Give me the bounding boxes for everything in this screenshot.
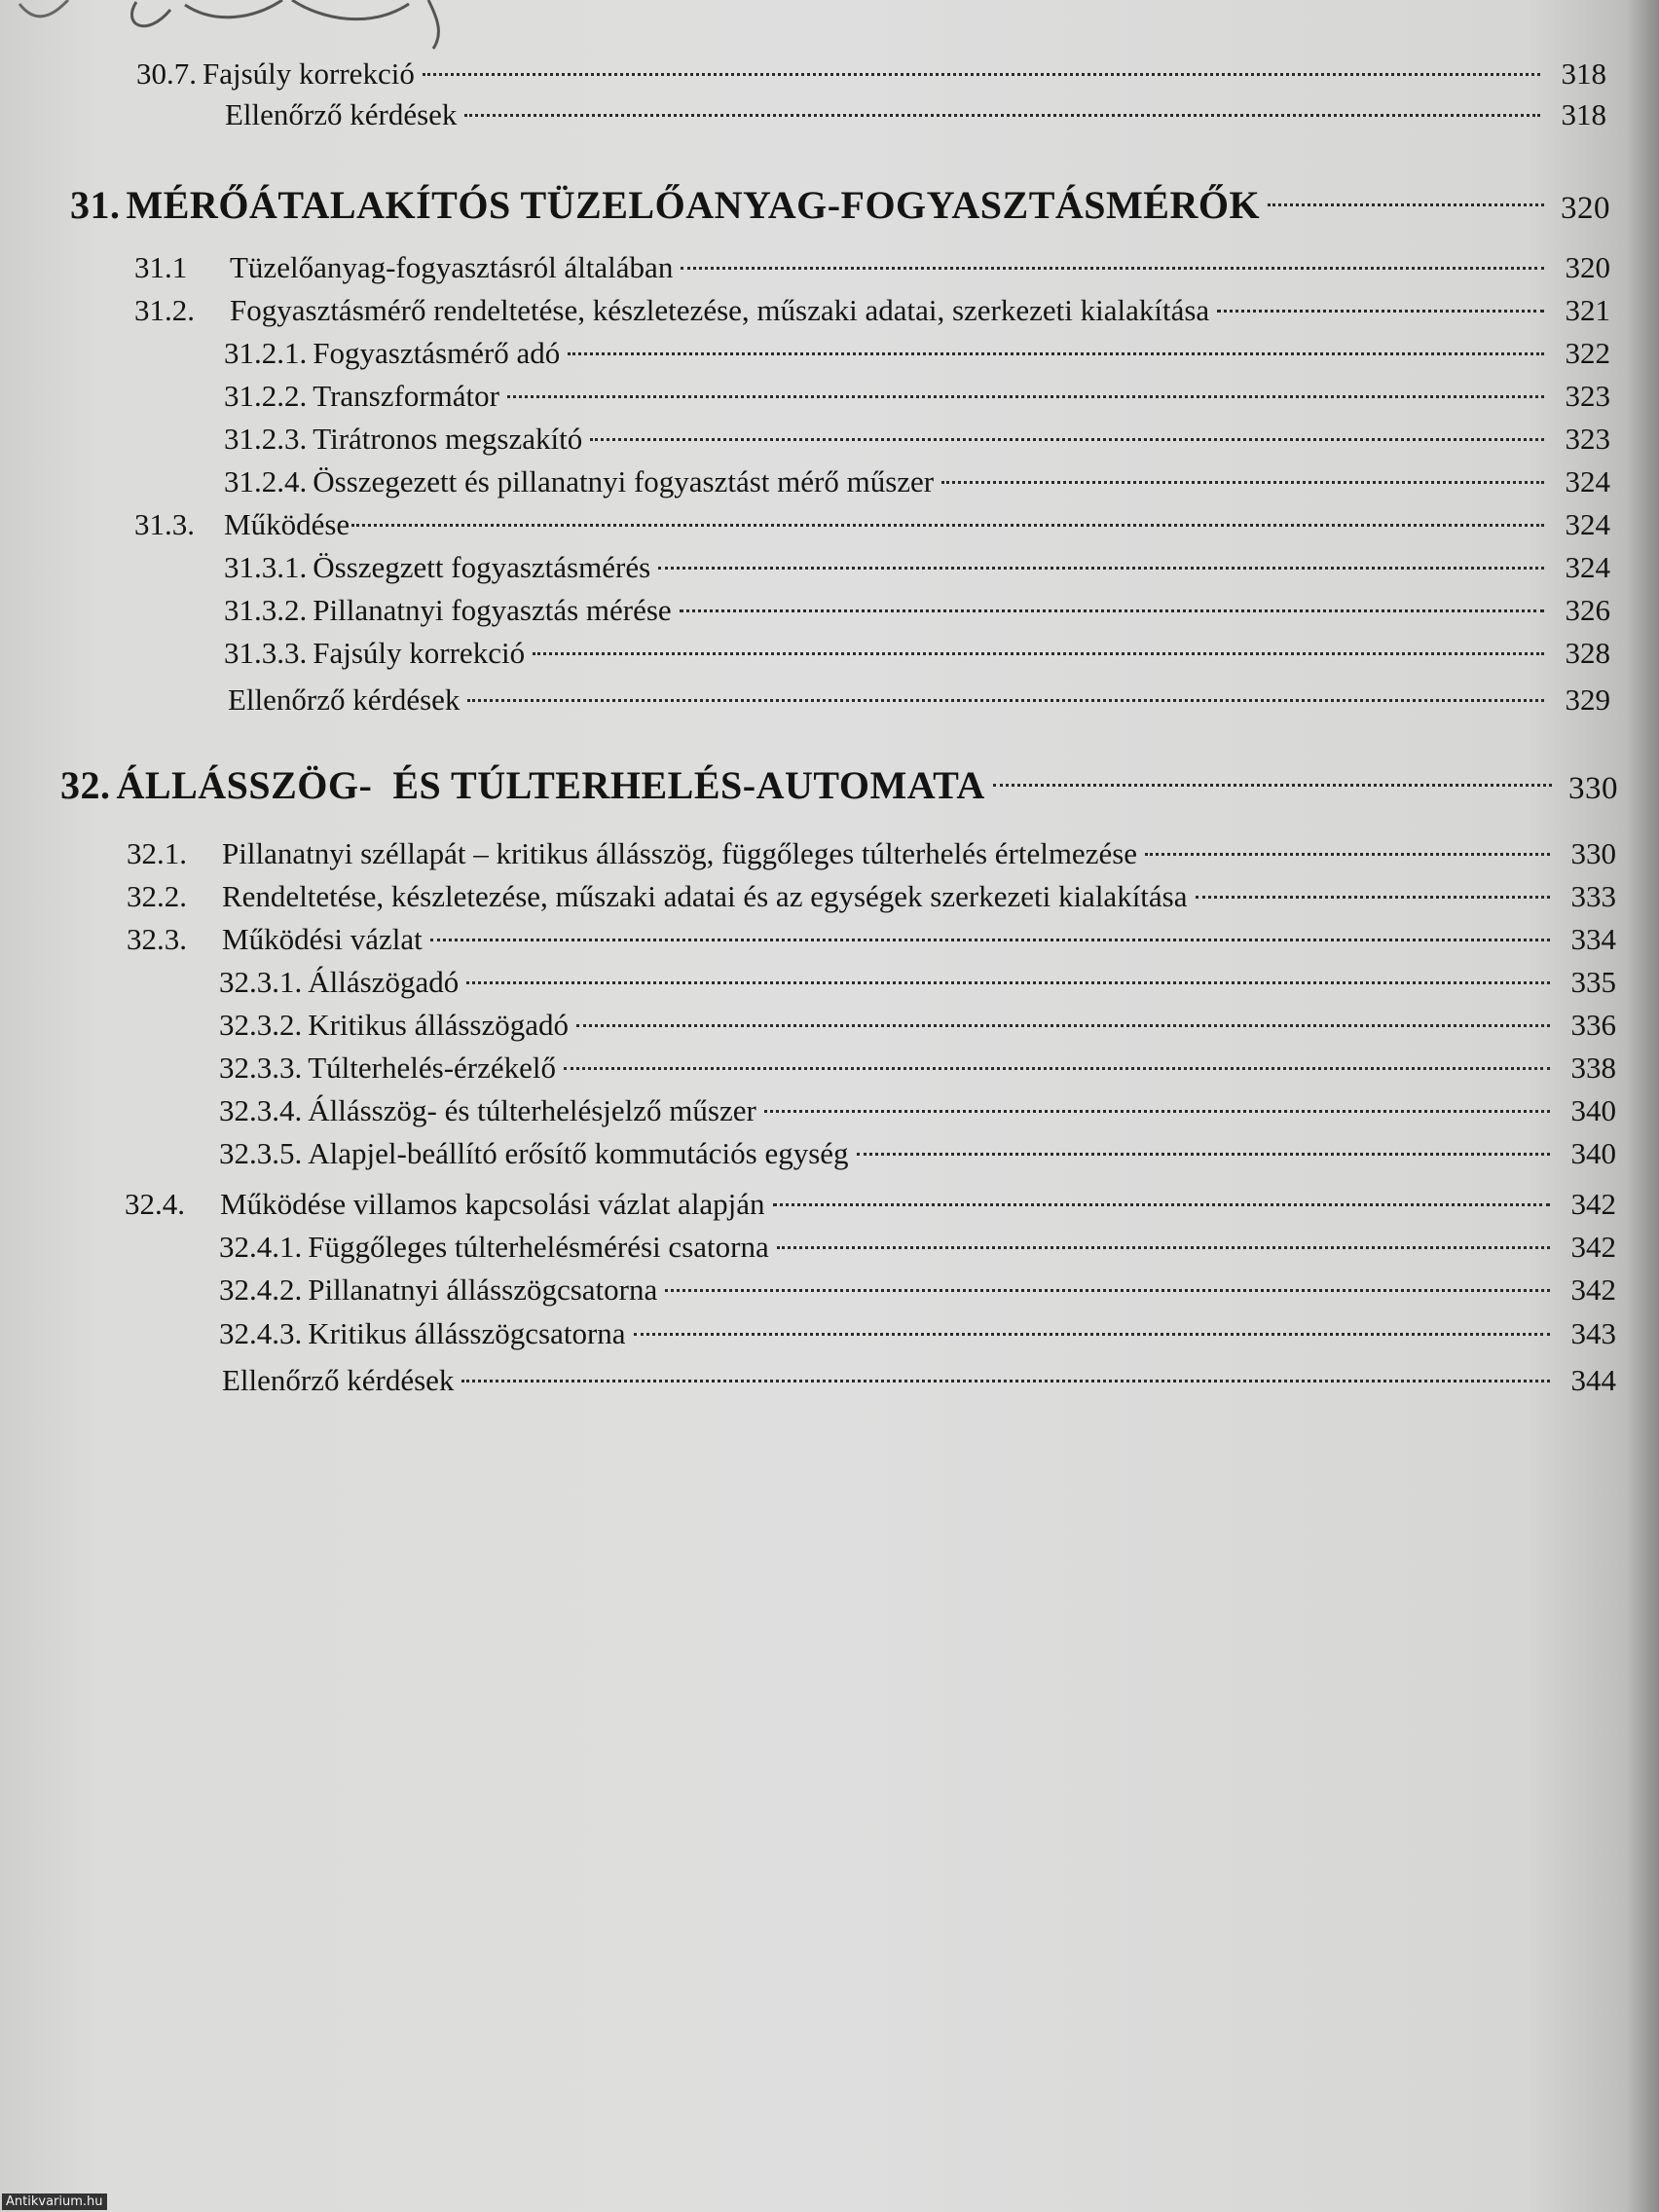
entry-number: 32.3.2. xyxy=(219,1008,303,1042)
toc-entry xyxy=(219,1218,1616,1264)
entry-page: 340 xyxy=(1570,1093,1616,1127)
toc-entry xyxy=(224,324,1610,370)
entry-number: 32.3.3. xyxy=(219,1051,303,1085)
entry-number: 31.3.2. xyxy=(224,593,308,627)
toc-entry xyxy=(134,496,1610,541)
chapter-page: 320 xyxy=(1561,191,1610,226)
entry-number: 31.2.3. xyxy=(224,422,308,456)
dot-leader xyxy=(1196,867,1550,906)
entry-title: Fajsúly korrekció xyxy=(313,636,526,670)
entry-page: 334 xyxy=(1570,922,1616,956)
entry-title: Rendeltetése, készletezése, műszaki adatai és az egységek szerkezeti kialakítása xyxy=(222,879,1188,913)
toc-entry xyxy=(127,910,1616,956)
watermark: Antikvarium.hu xyxy=(2,2194,107,2210)
entry-number: 30.7. xyxy=(136,56,197,91)
entry-number: 31.2.1. xyxy=(224,336,308,370)
dot-leader xyxy=(351,496,1544,535)
entry-title: Túlterhelés-érzékelő xyxy=(308,1051,556,1085)
entry-title: Összegezett és pillanatnyi fogyasztást mérő műszer xyxy=(313,464,935,498)
toc-entry xyxy=(224,624,1610,670)
entry-title: Ellenőrző kérdések xyxy=(222,1363,455,1397)
entry-title: Kritikus állásszögcsatorna xyxy=(308,1316,626,1350)
dot-leader xyxy=(681,239,1544,277)
toc-entry-31-questions xyxy=(222,671,1610,717)
entry-title: Transzformátor xyxy=(313,379,499,413)
chapter-heading-31 xyxy=(70,179,1610,230)
toc-entry xyxy=(224,538,1610,584)
entry-number: 31.3.1. xyxy=(224,550,308,584)
entry-number: 32.3. xyxy=(127,922,187,956)
entry-title: Működési vázlat xyxy=(222,922,423,956)
entry-title: Összegzett fogyasztásmérés xyxy=(313,550,651,584)
entry-page: 318 xyxy=(1561,56,1606,91)
dot-leader xyxy=(764,1082,1550,1121)
entry-page: 321 xyxy=(1565,293,1610,327)
entry-page: 335 xyxy=(1570,965,1616,999)
entry-title: Ellenőrző kérdések xyxy=(228,682,461,717)
dot-leader xyxy=(857,1124,1550,1163)
entry-page: 323 xyxy=(1565,379,1610,413)
entry-title: Fogyasztásmérő rendeltetése, készletezése, műszaki adatai, szerkezeti kialakítása xyxy=(230,293,1210,327)
dot-leader xyxy=(993,759,1552,798)
dot-leader xyxy=(507,367,1544,406)
chapter-page: 330 xyxy=(1568,771,1618,806)
dot-leader xyxy=(568,324,1544,363)
entry-title: Pillanatnyi fogyasztás mérése xyxy=(313,593,672,627)
entry-page: 326 xyxy=(1565,593,1610,627)
entry-title: Fajsúly korrekció xyxy=(203,56,415,91)
entry-page: 343 xyxy=(1570,1316,1616,1350)
dot-leader xyxy=(1268,179,1544,218)
dot-leader xyxy=(467,671,1544,710)
entry-number: 31.1 xyxy=(134,250,188,284)
entry-title: Állászögadó xyxy=(308,965,460,999)
entry-title: Tüzelőanyag-fogyasztásról általában xyxy=(230,250,674,284)
toc-entry xyxy=(219,1124,1616,1170)
entry-page: 342 xyxy=(1570,1272,1616,1307)
dot-leader xyxy=(680,581,1544,620)
entry-title: Működése xyxy=(224,507,350,541)
entry-number: 32.1. xyxy=(127,836,187,870)
entry-page: 318 xyxy=(1561,97,1606,131)
entry-page: 330 xyxy=(1570,836,1616,870)
entry-number: 31.3.3. xyxy=(224,636,308,670)
entry-page: 338 xyxy=(1570,1051,1616,1085)
toc-entry xyxy=(125,1175,1616,1221)
entry-title: Alapjel-beállító erősítő kommutációs egység xyxy=(308,1136,849,1170)
dot-leader xyxy=(533,624,1544,663)
chapter-heading-32 xyxy=(60,759,1618,810)
dot-leader xyxy=(466,953,1550,992)
dot-leader xyxy=(1217,281,1544,320)
entry-page: 324 xyxy=(1565,507,1610,541)
entry-number: 32.3.1. xyxy=(219,965,303,999)
chapter-title: MÉRŐÁTALAKÍTÓS TÜZELŐANYAG-FOGYASZTÁSMÉRŐK xyxy=(126,183,1261,227)
entry-page: 324 xyxy=(1565,464,1610,498)
dot-leader xyxy=(430,910,1550,949)
entry-page: 340 xyxy=(1570,1136,1616,1170)
entry-number: 32.4.2. xyxy=(219,1272,303,1307)
dot-leader xyxy=(665,1261,1550,1300)
dot-leader xyxy=(634,1305,1550,1344)
toc-entry-30-questions xyxy=(219,86,1606,131)
toc-entry xyxy=(219,1082,1616,1127)
chapter-number: 31. xyxy=(70,183,121,227)
entry-number: 32.2. xyxy=(127,879,187,913)
dot-leader xyxy=(464,86,1540,125)
dot-leader xyxy=(576,996,1550,1035)
entry-number: 32.3.5. xyxy=(219,1136,303,1170)
entry-page: 342 xyxy=(1570,1230,1616,1264)
entry-title: Fogyasztásmérő adó xyxy=(313,336,561,370)
chapter-title: ÁLLÁSSZÖG- ÉS TÚLTERHELÉS-AUTOMATA xyxy=(116,763,985,807)
toc-entry-30-7 xyxy=(136,45,1606,91)
entry-title: Függőleges túlterhelésmérési csatorna xyxy=(308,1230,769,1264)
dot-leader xyxy=(1145,825,1550,864)
dot-leader xyxy=(590,410,1544,449)
entry-title: Pillanatnyi állásszögcsatorna xyxy=(308,1272,658,1307)
toc-entry xyxy=(219,1305,1616,1350)
entry-title: Tirátronos megszakító xyxy=(313,422,583,456)
toc-entry xyxy=(219,1261,1616,1307)
dot-leader xyxy=(777,1218,1550,1257)
entry-number: 32.4. xyxy=(125,1187,185,1221)
entry-page: 320 xyxy=(1565,250,1610,284)
entry-page: 344 xyxy=(1570,1363,1616,1397)
entry-page: 323 xyxy=(1565,422,1610,456)
dot-leader xyxy=(941,453,1544,492)
entry-number: 32.3.4. xyxy=(219,1093,303,1127)
toc-entry xyxy=(127,867,1616,913)
entry-page: 324 xyxy=(1565,550,1610,584)
entry-title: Állásszög- és túlterhelésjelző műszer xyxy=(308,1093,756,1127)
entry-title: Pillanatnyi széllapát – kritikus állásszög, függőleges túlterhelés értelmezése xyxy=(222,836,1138,870)
toc-entry xyxy=(134,281,1610,327)
entry-number: 31.2.2. xyxy=(224,379,308,413)
dot-leader xyxy=(773,1175,1550,1214)
dot-leader xyxy=(564,1039,1550,1078)
entry-page: 329 xyxy=(1565,682,1610,717)
toc-entry xyxy=(219,953,1616,999)
toc-entry xyxy=(224,453,1610,498)
entry-number: 32.4.1. xyxy=(219,1230,303,1264)
entry-number: 31.3. xyxy=(134,507,195,541)
dot-leader xyxy=(423,45,1540,84)
toc-entry xyxy=(219,996,1616,1042)
toc-entry xyxy=(219,1039,1616,1085)
toc-entry-32-questions xyxy=(216,1351,1616,1397)
toc-entry xyxy=(224,367,1610,413)
entry-page: 333 xyxy=(1570,879,1616,913)
chapter-number: 32. xyxy=(60,763,111,807)
entry-page: 342 xyxy=(1570,1187,1616,1221)
entry-number: 31.2.4. xyxy=(224,464,308,498)
toc-entry xyxy=(134,239,1610,284)
entry-title: Ellenőrző kérdések xyxy=(225,97,458,131)
entry-number: 31.2. xyxy=(134,293,195,327)
toc-entry xyxy=(127,825,1616,870)
entry-title: Működése villamos kapcsolási vázlat alapján xyxy=(220,1187,765,1221)
toc-entry xyxy=(224,410,1610,456)
entry-number: 32.4.3. xyxy=(219,1316,303,1350)
dot-leader xyxy=(461,1351,1550,1390)
dot-leader xyxy=(658,538,1544,577)
toc-entry xyxy=(224,581,1610,627)
entry-page: 328 xyxy=(1565,636,1610,670)
entry-page: 322 xyxy=(1565,336,1610,370)
entry-page: 336 xyxy=(1570,1008,1616,1042)
entry-title: Kritikus állásszögadó xyxy=(308,1008,570,1042)
